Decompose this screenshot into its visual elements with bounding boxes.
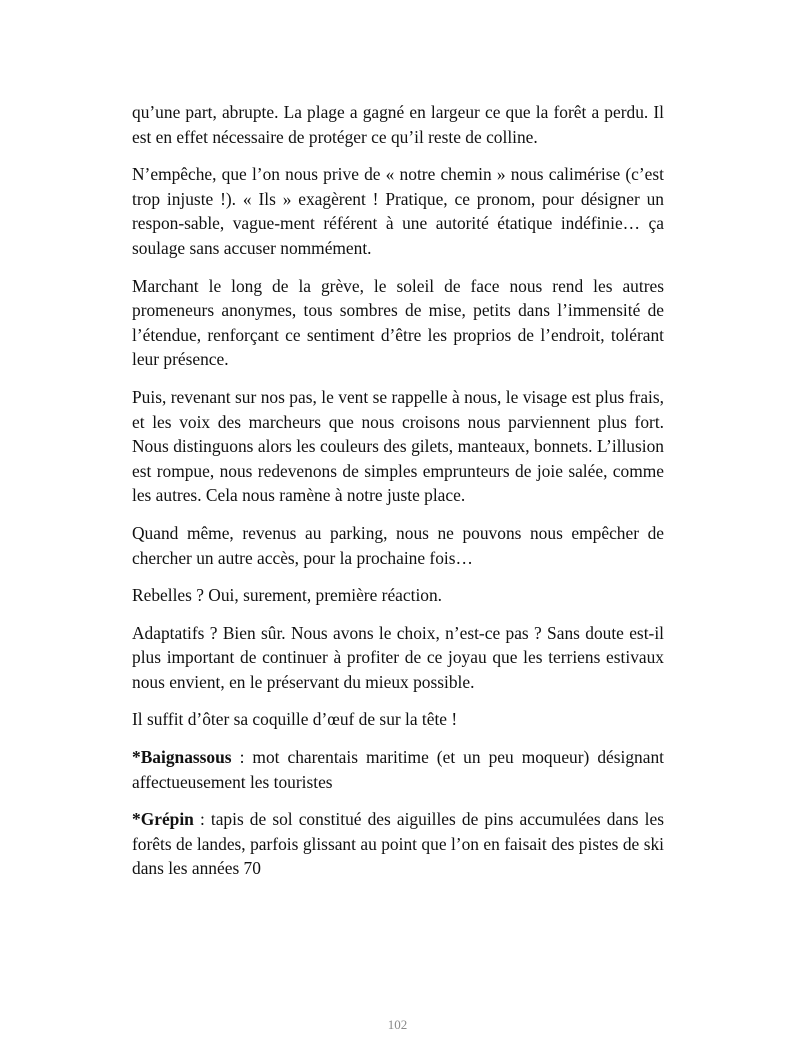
paragraph: Rebelles ? Oui, surement, première réaction.: [132, 585, 443, 606]
glossary-term: *Baignassous: [132, 747, 232, 768]
paragraph: N’empêche, que l’on nous prive de « notre chemin » nous calimérise (c’est trop injuste !). « Ils » exagèrent ! Pratique, ce pronom, pour désigner un respon-sable, vague-ment référent à une autorité étatique indéfinie… ça soulage sans accuser nommément.: [132, 164, 664, 258]
paragraph: Adaptatifs ? Bien sûr. Nous avons le choix, n’est-ce pas ? Sans doute est-il plus important de continuer à profiter de ce joyau que les terriens estivaux nous envient, en le préservant du mieux possible.: [132, 622, 664, 692]
glossary-term: *Grépin: [132, 809, 194, 830]
glossary-entry-grepin: [132, 807, 664, 881]
paragraph: Quand même, revenus au parking, nous ne pouvons nous empêcher de chercher un autre accès, pour la prochaine fois…: [132, 522, 664, 568]
page-number: 102: [387, 1017, 408, 1032]
glossary-entry-baignassous: [132, 745, 664, 794]
paragraph: Puis, revenant sur nos pas, le vent se rappelle à nous, le visage est plus frais, et les voix des marcheurs que nous croisons nous parviennent plus fort. Nous distinguons alors les couleurs des gilets, manteaux, bonnets. L’illusion est rompue, nous redevenons de simples emprunteurs de joie salée, comme les autres. Cela nous ramène à notre juste place.: [132, 386, 664, 506]
glossary-definition: : tapis de sol constitué des aiguilles de pins accumulées dans les forêts de landes, parfois glissant au point que l’on en faisait des pistes de ski dans les années 70: [132, 809, 664, 879]
page-body: [132, 100, 664, 894]
glossary-definition: : mot charentais maritime (et un peu moqueur) désignant affectueusement les touristes: [132, 747, 664, 792]
paragraph: Marchant le long de la grève, le soleil de face nous rend les autres promeneurs anonymes, tous sombres de mise, petits dans l’immensité de l’étendue, renforçant ce sentiment d’être les proprios de l’endroit, tolérant leur présence.: [132, 275, 664, 370]
paragraph: Il suffit d’ôter sa coquille d’œuf de sur la tête !: [132, 709, 458, 730]
paragraph: qu’une part, abrupte. La plage a gagné en largeur ce que la forêt a perdu. Il est en effet nécessaire de protéger ce qu’il reste de colline.: [132, 102, 664, 147]
